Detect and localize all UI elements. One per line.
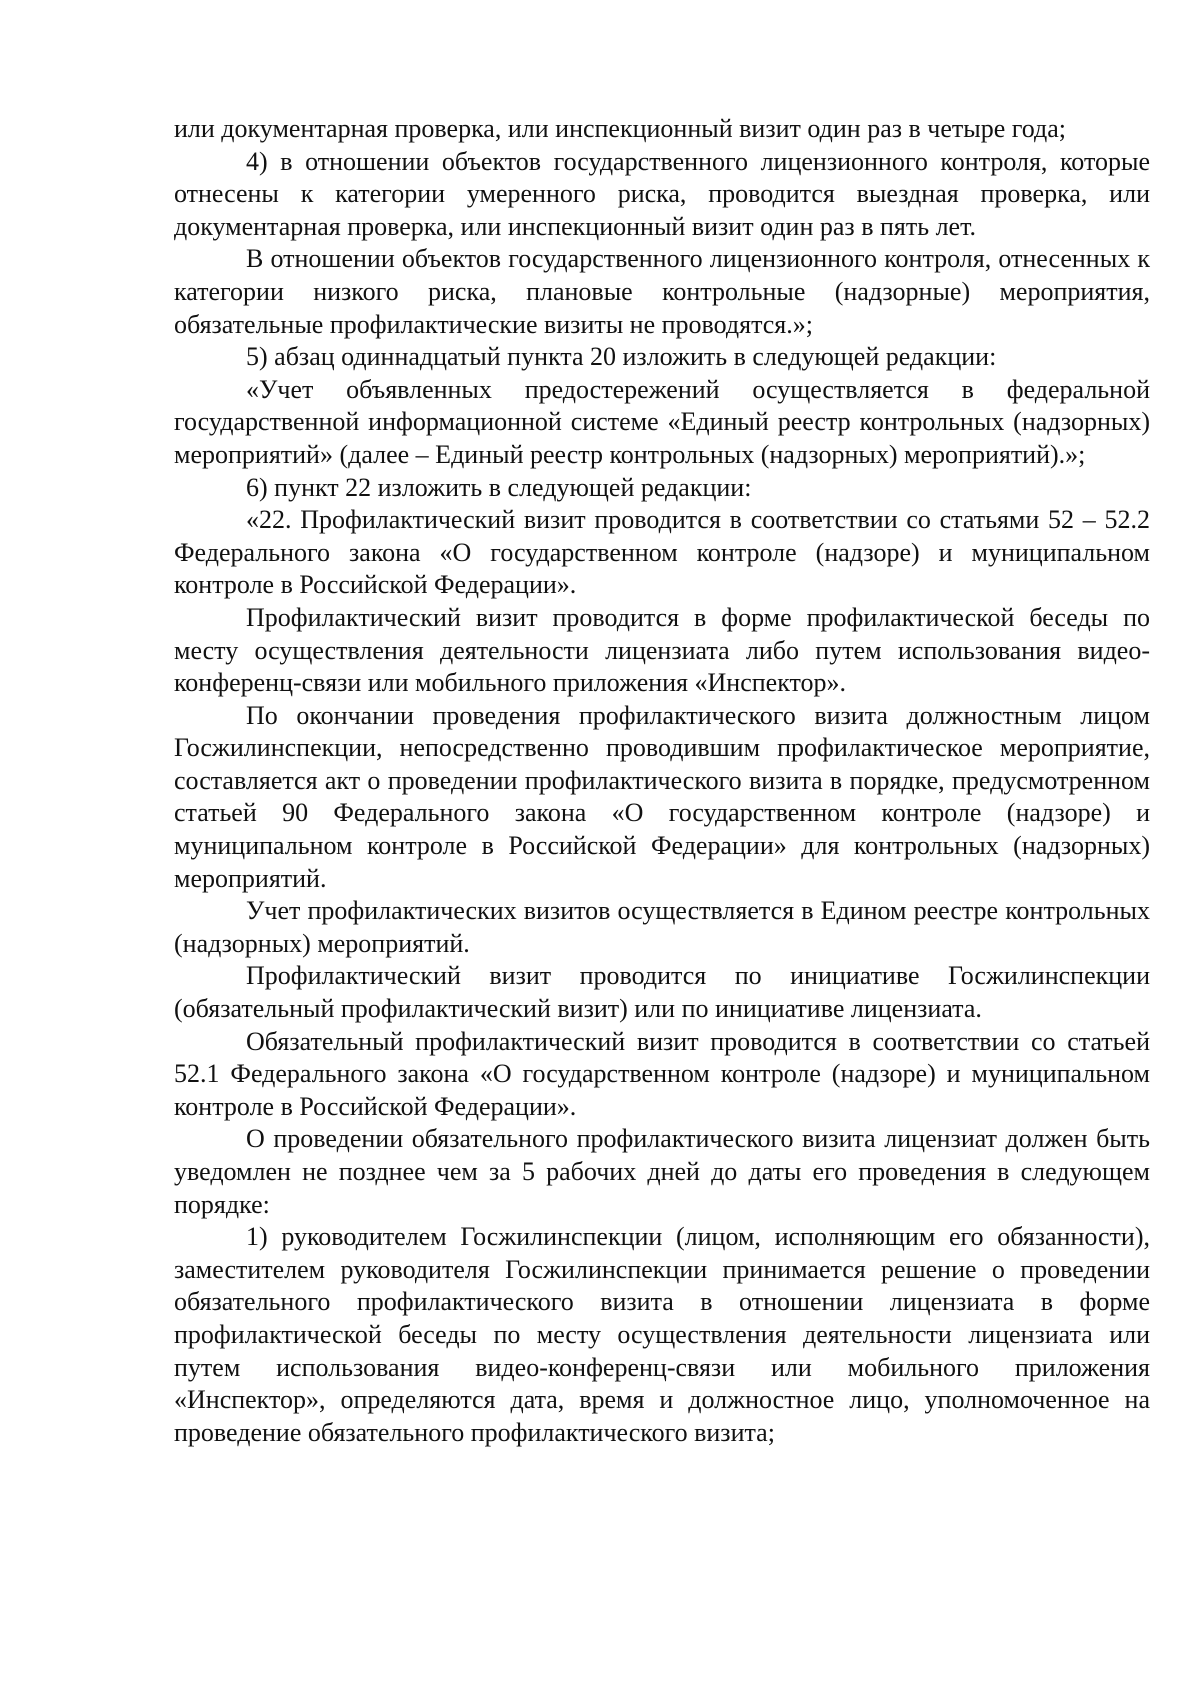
- paragraph-13: О проведении обязательного профилактического визита лицензиат должен быть уведомлен не позднее чем за 5 рабочих дней до даты его проведения в следующем порядке:: [174, 1124, 1150, 1219]
- paragraph-8: Профилактический визит проводится в форме профилактической беседы по месту осуществления деятельности лицензиата либо путем использования видео-конференц-связи или мобильного приложения «Инспектор».: [174, 602, 1150, 698]
- paragraph-9: По окончании проведения профилактического визита должностным лицом Госжилинспекции, непосредственно проводившим профилактическое мероприятие, составляется акт о проведении профилактического визита в порядке, предусмотренном статьей 90 Федерального закона «О государственном контроле (надзоре) и муниципальном контроле в Российской Федерации» для контрольных (надзорных) мероприятий.: [174, 700, 1150, 893]
- paragraph-11: Профилактический визит проводится по инициативе Госжилинспекции (обязательный профилактический визит) или по инициативе лицензиата.: [174, 961, 1150, 1024]
- paragraph-2: 4) в отношении объектов государственного лицензионного контроля, которые отнесены к категории умеренного риска, проводится выездная проверка, или документарная проверка, или инспекционный визит один раз в пять лет.: [174, 146, 1150, 241]
- paragraph-1: или документарная проверка, или инспекционный визит один раз в четыре года;: [174, 114, 1067, 143]
- paragraph-14: 1) руководителем Госжилинспекции (лицом, исполняющим его обязанности), заместителем руководителя Госжилинспекции принимается решение о проведении обязательного профилактического визита в отношении лицензиата в форме профилактической беседы по месту осуществления деятельности лицензиата или путем использования видео-конференц-связи или мобильного приложения «Инспектор», определяются дата, время и должностное лицо, уполномоченное на проведение обязательного профилактического визита;: [174, 1222, 1150, 1447]
- paragraph-6: 6) пункт 22 изложить в следующей редакции:: [246, 472, 752, 502]
- paragraph-7: «22. Профилактический визит проводится в соответствии со статьями 52 – 52.2 Федерального закона «О государственном контроле (надзоре) и муниципальном контроле в Российской Федерации».: [174, 505, 1150, 600]
- paragraph-5: «Учет объявленных предостережений осуществляется в федеральной государственной информационной системе «Единый реестр контрольных (надзорных) мероприятий» (далее – Единый реестр контрольных (надзорных) мероприятий).»;: [174, 374, 1150, 469]
- paragraph-12: Обязательный профилактический визит проводится в соответствии со статьей 52.1 Федерального закона «О государственном контроле (надзоре) и муниципальном контроле в Российской Федерации».: [174, 1026, 1150, 1121]
- paragraph-4: 5) абзац одиннадцатый пункта 20 изложить в следующей редакции:: [246, 342, 997, 372]
- paragraph-10: Учет профилактических визитов осуществляется в Едином реестре контрольных (надзорных) мероприятий.: [174, 896, 1150, 958]
- document-page: [174, 113, 1150, 1449]
- paragraph-3: В отношении объектов государственного лицензионного контроля, отнесенных к категории низкого риска, плановые контрольные (надзорные) мероприятия, обязательные профилактические визиты не проводятся.»;: [174, 244, 1150, 339]
